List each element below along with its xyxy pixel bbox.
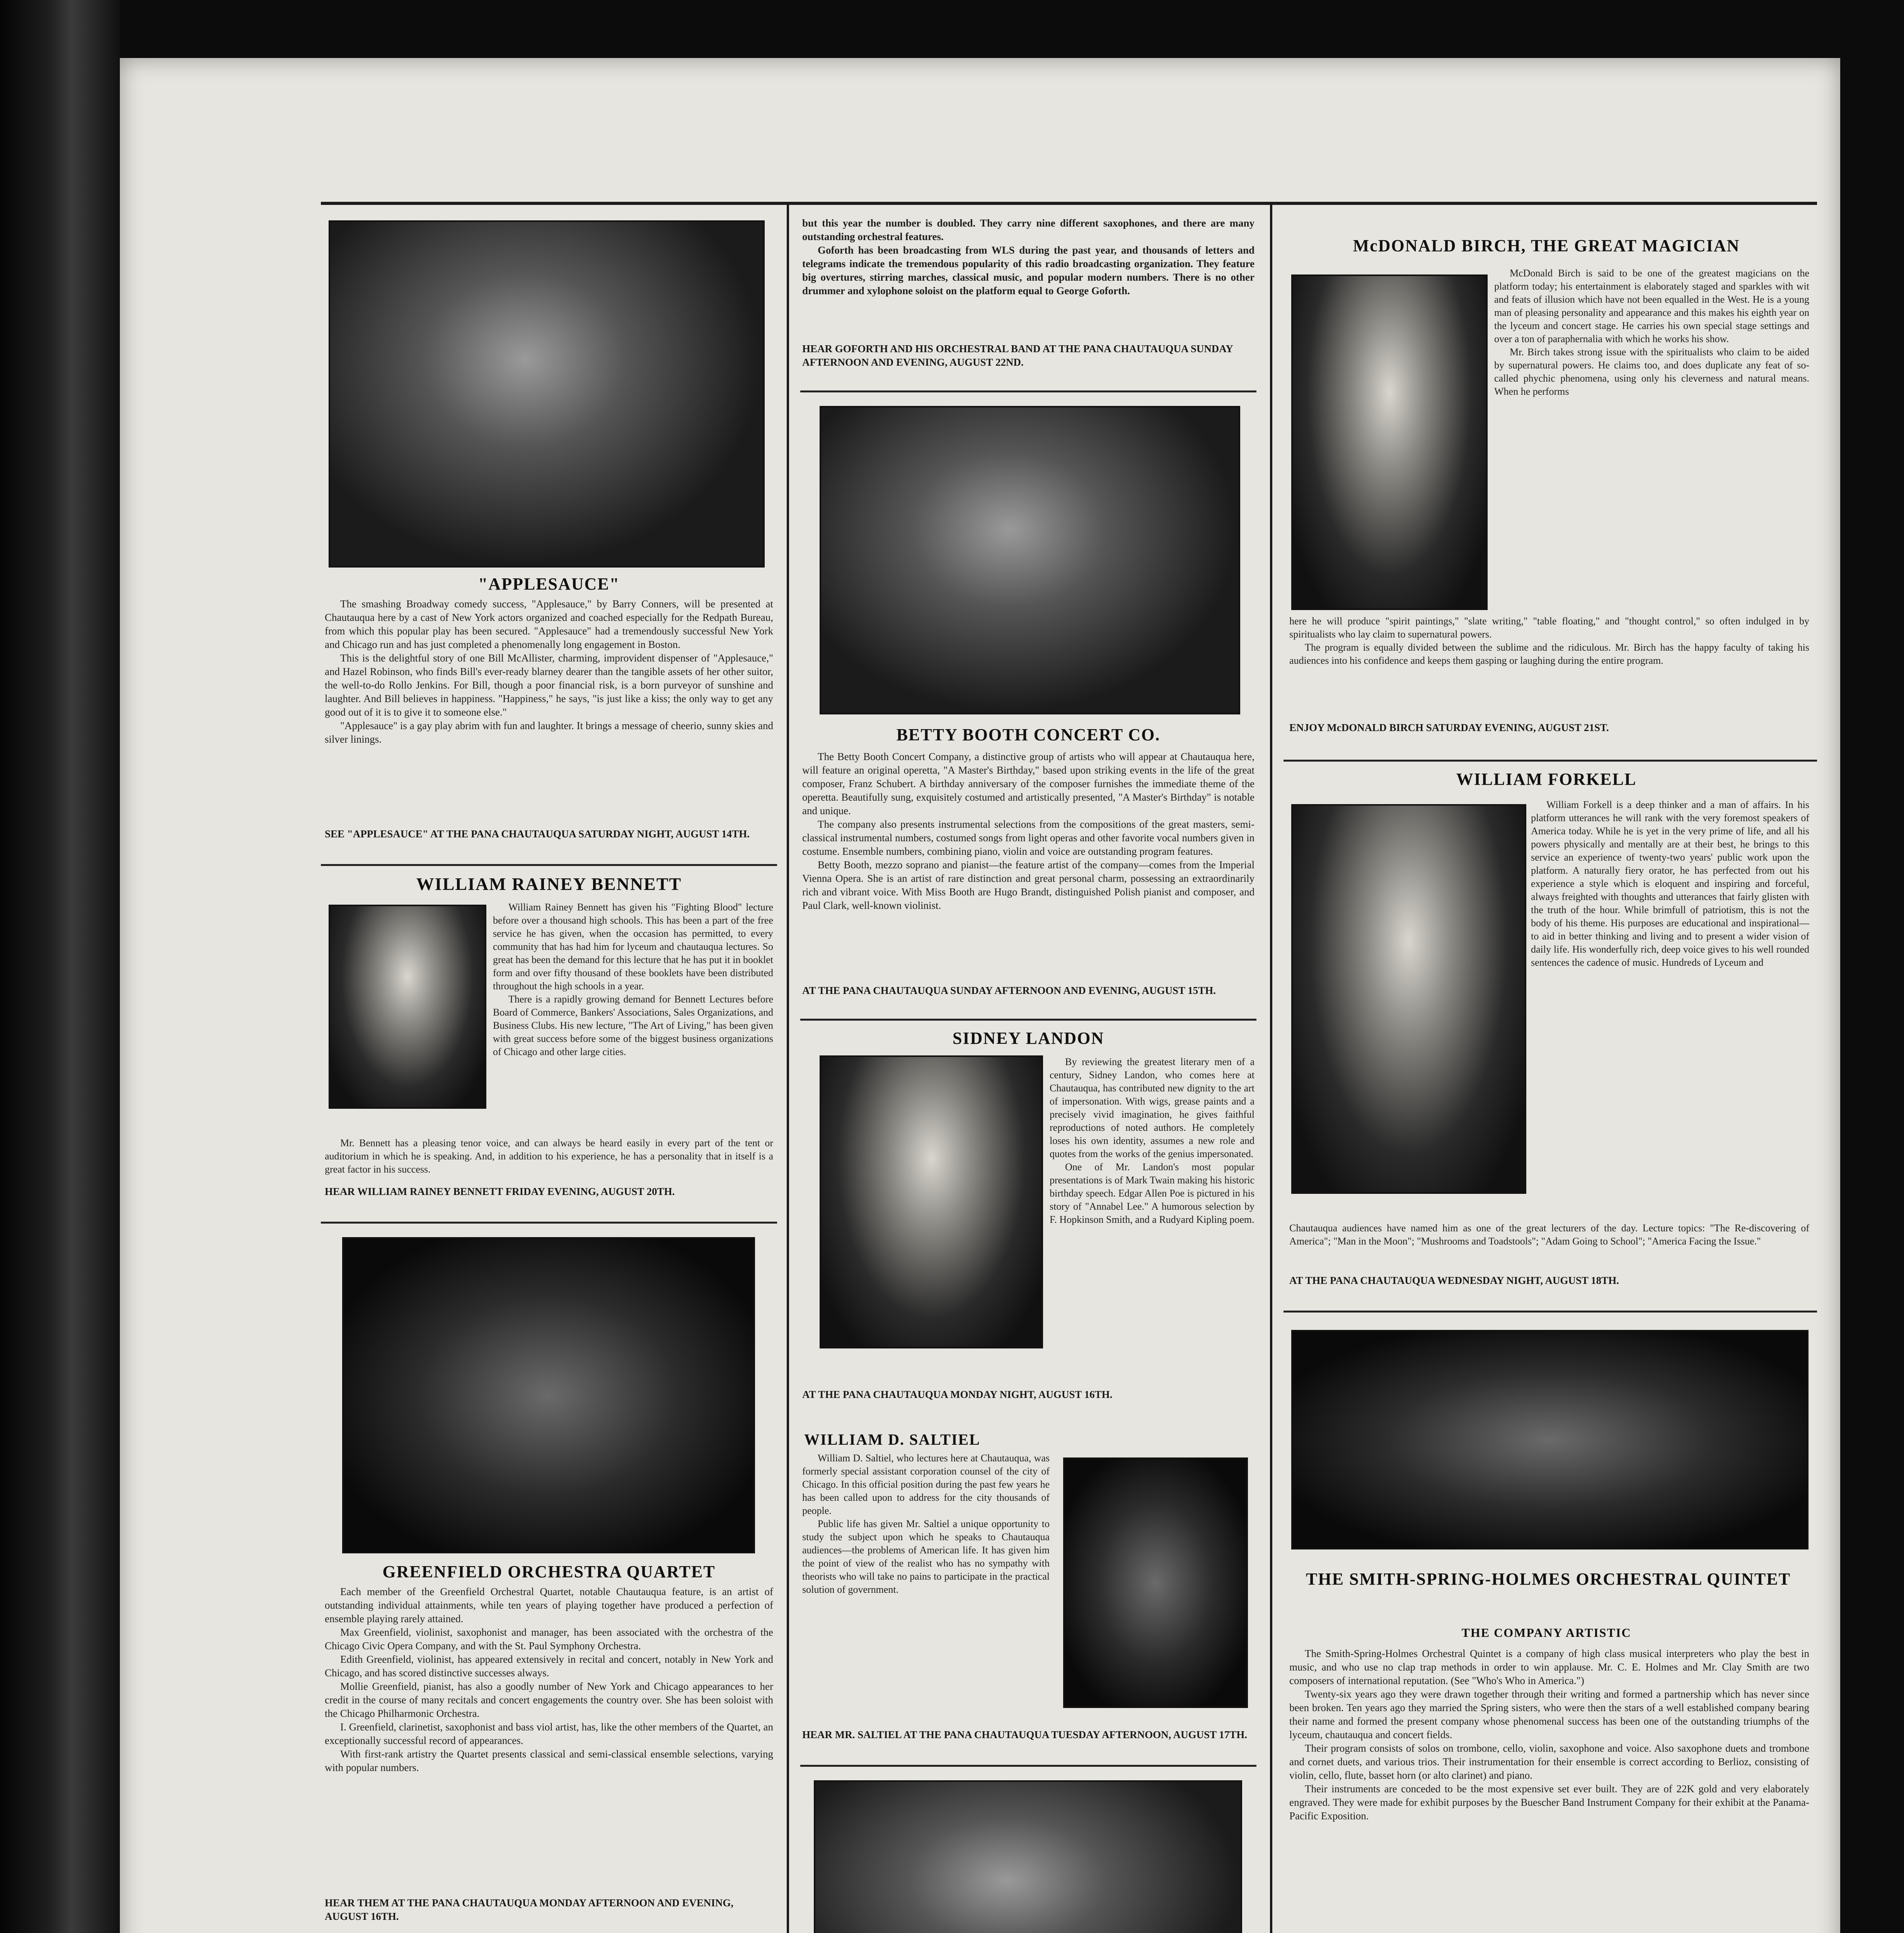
column-rule-2 — [1270, 205, 1272, 1933]
goforth-cont-callout: HEAR GOFORTH AND HIS ORCHESTRAL BAND AT THE PANA CHAUTAUQUA SUNDAY AFTERNOON AND EVENING, AUGUST 22ND. — [802, 343, 1233, 368]
betty-booth-para-2: The company also presents instrumental selections from the compositions of the great masters, semi-classical instrumental numbers, costumed songs from light operas and other favorite vocal numbers given in costume. Ensemble numbers, combining piano, violin and voice are outstanding program features. — [802, 818, 1255, 857]
smith-spring-holmes-body — [1289, 1647, 1809, 1823]
applesauce-para-2: This is the delightful story of one Bill McAllister, charming, improvident dispenser of "Applesauce," and Hazel Robinson, who finds Bill's ever-ready blarney dearer than the tangible assets of her other suitor, the well-to-do Rollo Jenkins. For Bill, though a poor financial risk, is a born purveyor of sunshine and laughter. And Bill believes in happiness. "Happiness," he says, "is just like a kiss; the only way to get any good out of it is to give it to someone else." — [325, 652, 773, 718]
betty-booth-para-3: Betty Booth, mezzo soprano and pianist—the feature artist of the company—comes from the Imperial Vienna Opera. She is an artist of rare distinction and great personal charm, possessing an extraordinarily rich and vibrant voice. With Miss Booth are Hugo Brandt, distinguished Polish pianist and composer, and Paul Clark, well-known violinist. — [802, 859, 1255, 911]
smith-spring-holmes-photo — [1291, 1330, 1809, 1549]
top-rule — [321, 202, 1817, 205]
saltiel-para-2: Public life has given Mr. Saltiel a unique opportunity to study the subject upon which he speaks to Chautauqua audiences—the problems of American life. It has given him the point of view of the realist who has no sympathy with theorists who will take no pains to participate in the practical solution of government. — [802, 1518, 1050, 1595]
bennett-para-1: William Rainey Bennett has given his "Fighting Blood" lecture before over a thousand high schools. This has been a part of the free service he has given, when the occasion has permitted, to every community that has had him for lyceum and chautauqua lectures. So great has been the demand for this lecture that he has put it in booklet form and over fifty thousand of these booklets have been distributed throughout the high schools in a year. — [493, 902, 773, 992]
greenfield-para-3: Edith Greenfield, violinist, has appeared extensively in recital and concert, notably in New York and Chicago, and has scored distinctive successes always. — [325, 1653, 773, 1679]
greenfield-photo — [342, 1237, 755, 1553]
column-rule-1 — [787, 205, 789, 1933]
birch-body-full — [1289, 615, 1809, 667]
bennett-para-3: Mr. Bennett has a pleasing tenor voice, and can always be heard easily in every part of the tent or auditorium in which he is speaking. And, in addition to his experience, he has a personality that in itself is a great factor in his success. — [325, 1137, 773, 1175]
smith-para-3: Their program consists of solos on trombone, cello, violin, saxophone and voice. Also saxophone duets and trombone and cornet duets, and various trios. Their instrumentation for their ensemble is correct according to Berlioz, consisting of violin, cello, flute, basset horn (or alto clarinet) and piano. — [1289, 1742, 1809, 1781]
divider — [321, 864, 777, 866]
forkell-title: WILLIAM FORKELL — [1456, 770, 1637, 789]
divider — [800, 1019, 1256, 1021]
divider — [321, 1222, 777, 1224]
landon-title: SIDNEY LANDON — [952, 1029, 1105, 1048]
birch-para-3: here he will produce "spirit paintings," "slate writing," "table floating," and "thought control," so often indulged in by spiritualists who lay claim to supernatural powers. — [1289, 615, 1809, 640]
smith-spring-holmes-subtitle: THE COMPANY ARTISTIC — [1461, 1626, 1631, 1640]
applesauce-callout: SEE "APPLESAUCE" AT THE PANA CHAUTAUQUA SATURDAY NIGHT, AUGUST 14TH. — [325, 828, 750, 840]
greenfield-para-4: Mollie Greenfield, pianist, has also a goodly number of New York and Chicago appearances to her credit in the course of many recitals and concert engagements the country over. She has been soloist with the Chicago Philharmonic Orchestra. — [325, 1681, 773, 1719]
landon-para-2: One of Mr. Landon's most popular presentations is of Mark Twain making his historic birthday speech. Edgar Allen Poe is pictured in his story of "Annabel Lee." A humorous selection by F. Hopkinson Smith, and a Rudyard Kipling poem. — [1050, 1161, 1255, 1225]
saltiel-body — [802, 1452, 1050, 1596]
bennett-portrait — [329, 905, 486, 1109]
forkell-para-2: Chautauqua audiences have named him as one of the great lecturers of the day. Lecture topics: "The Re-discovering of America"; "Man in the Moon"; "Mushrooms and Toadstools"; "Adam Going to School"; "America Facing the Issue." — [1289, 1222, 1809, 1247]
betty-booth-callout: AT THE PANA CHAUTAUQUA SUNDAY AFTERNOON AND EVENING, AUGUST 15TH. — [802, 985, 1216, 996]
applesauce-para-3: "Applesauce" is a gay play abrim with fun and laughter. It brings a message of cheerio, sunny skies and silver linings. — [325, 720, 773, 745]
betty-booth-title: BETTY BOOTH CONCERT CO. — [896, 725, 1161, 744]
greenfield-callout: HEAR THEM AT THE PANA CHAUTAUQUA MONDAY AFTERNOON AND EVENING, AUGUST 16TH. — [325, 1897, 734, 1922]
betty-booth-para-1: The Betty Booth Concert Company, a distinctive group of artists who will appear at Chautauqua here, will feature an original operetta, "A Master's Birthday," based upon striking events in the life of the great composer, Franz Schubert. A birthday anniversary of the composer furnishes the immediate theme of the operetta. Beautifully sung, exquisitely costumed and artistically presented, "A Master's Birthday" is notable and unique. — [802, 751, 1255, 816]
smith-para-4: Their instruments are conceded to be the most expensive set ever built. They are of 22K gold and very elaborately engraved. They were made for exhibit purposes by the Buescher Band Instrument Company for their exhibit at the Panama-Pacific Exposition. — [1289, 1783, 1809, 1822]
saltiel-para-1: William D. Saltiel, who lectures here at Chautauqua, was formerly special assistant corporation counsel of the city of Chicago. In this official position during the past few years he has been called upon to address for the city thousands of people. — [802, 1452, 1050, 1516]
greenfield-para-1: Each member of the Greenfield Orchestral Quartet, notable Chautauqua feature, is an artist of outstanding individual attainments, while ten years of playing together have produced a perfection of ensemble playing rarely attained. — [325, 1586, 773, 1624]
landon-body — [1050, 1055, 1255, 1226]
forkell-callout: AT THE PANA CHAUTAUQUA WEDNESDAY NIGHT, AUGUST 18TH. — [1289, 1275, 1619, 1286]
goforth-cont-para-2: Goforth has been broadcasting from WLS during the past year, and thousands of letters and telegrams indicate the tremendous popularity of this radio broadcasting organization. They feature big overtures, stirring marches, classical music, and popular modern numbers. There is no other drummer and xylophone soloist on the platform equal to George Goforth. — [802, 244, 1255, 297]
birch-para-4: The program is equally divided between the sublime and the ridiculous. Mr. Birch has the happy faculty of taking his audiences into his confidence and keeps them gasping or laughing during the entire program. — [1289, 642, 1809, 666]
saltiel-title: WILLIAM D. SALTIEL — [804, 1431, 980, 1448]
divider — [800, 1765, 1256, 1767]
greenfield-body — [325, 1585, 773, 1774]
divider — [1284, 760, 1817, 762]
divider — [800, 390, 1256, 392]
applesauce-title: "APPLESAUCE" — [478, 574, 620, 593]
landon-portrait — [820, 1055, 1043, 1348]
greenfield-title: GREENFIELD ORCHESTRA QUARTET — [382, 1562, 716, 1581]
smith-para-2: Twenty-six years ago they were drawn together through their writing and formed a partnership which has never since been broken. Ten years ago they married the Spring sisters, who were then the stars of a well established company bearing their name and formed the present company whose phenomenal success has been one of the outstanding triumphs of the lyceum, chautauqua and concert fields. — [1289, 1688, 1809, 1740]
bennett-body-full — [325, 1137, 773, 1176]
scan-edge — [0, 0, 120, 1933]
applesauce-body — [325, 597, 773, 746]
landon-para-1: By reviewing the greatest literary men of a century, Sidney Landon, who comes here at Chautauqua, has contributed new dignity to the art of impersonation. With wigs, grease paints and a precisely vivid imagination, he gives faithful reproductions of noted authors. He completely loses his own identity, assumes a new role and quotes from the works of the genius impersonated. — [1050, 1056, 1255, 1159]
landon-callout: AT THE PANA CHAUTAUQUA MONDAY NIGHT, AUGUST 16TH. — [802, 1389, 1113, 1400]
betty-booth-photo — [820, 406, 1240, 714]
birch-para-2: Mr. Birch takes strong issue with the spiritualists who claim to be aided by supernatural powers. He claims too, and does duplicate any feat of so-called phychic phenomena, using only his cleverness and natural means. When he performs — [1494, 346, 1809, 397]
forkell-body-side — [1531, 798, 1809, 969]
applesauce-para-1: The smashing Broadway comedy success, "Applesauce," by Barry Conners, will be presented at Chautauqua here by a cast of New York actors organized and coached especially for the Redpath Bureau, from which this popular play has been secured. "Applesauce" had a tremendously successful New York and Chicago run and has just completed a phenomenally long engagement in Boston. — [325, 598, 773, 650]
birch-para-1: McDonald Birch is said to be one of the greatest magicians on the platform today; his entertainment is elaborately staged and sparkles with wit and feats of illusion which have not been equalled in the West. He is a young man of pleasing personality and appearance and this makes his eighth year on the lyceum and concert stage. He carries his own special stage settings and over a ton of paraphernalia with which he works his show. — [1494, 268, 1809, 344]
divider — [1284, 1311, 1817, 1313]
newspaper-page — [120, 58, 1840, 1933]
smith-spring-holmes-title: THE SMITH-SPRING-HOLMES ORCHESTRAL QUINTET — [1306, 1570, 1791, 1589]
saltiel-callout: HEAR MR. SALTIEL AT THE PANA CHAUTAUQUA TUESDAY AFTERNOON, AUGUST 17TH. — [802, 1729, 1248, 1740]
betty-booth-body — [802, 750, 1255, 912]
goforth-cont-body — [802, 216, 1255, 298]
forkell-para-1: William Forkell is a deep thinker and a man of affairs. In his platform utterances he will rank with the very foremost speakers of America today. While he is yet in the very prime of life, and all his powers physically and mentally are at their best, he brings to this service an experience of twenty-two years' public work upon the platform. A naturally fiery orator, he has perfected from out his experience a style which is eloquent and inspiring and forceful, always freighted with thoughts and utterances that fairly glisten with the truth of the hour. While brimfull of patriotism, this is not the body of his theme. His purposes are educational and inspirational—to aid in better thinking and living and to present a wider vision of daily life. His wonderfully rich, deep voice gives to his well rounded sentences the cadence of music. Hundreds of Lyceum and — [1531, 799, 1809, 968]
bennett-callout: HEAR WILLIAM RAINEY BENNETT FRIDAY EVENING, AUGUST 20TH. — [325, 1186, 675, 1197]
smith-para-1: The Smith-Spring-Holmes Orchestral Quintet is a company of high class musical interpreters who play the best in music, and who use no clap trap methods in order to win applause. Mr. C. E. Holmes and Mr. Clay Smith are two composers of international reputation. (See "Who's Who in America.") — [1289, 1648, 1809, 1686]
forkell-body-full — [1289, 1222, 1809, 1248]
goforth-cont-para-1: but this year the number is doubled. They carry nine different saxophones, and there are many outstanding orchestral features. — [802, 217, 1255, 242]
bennett-body — [493, 901, 773, 1059]
saltiel-portrait — [1063, 1457, 1248, 1708]
birch-callout: ENJOY McDONALD BIRCH SATURDAY EVENING, AUGUST 21ST. — [1289, 722, 1609, 733]
greenfield-para-5: I. Greenfield, clarinetist, saxophonist and bass viol artist, has, like the other members of the Quartet, an exceptionally successful record of appearances. — [325, 1721, 773, 1746]
applesauce-photo — [329, 220, 765, 568]
greenfield-para-2: Max Greenfield, violinist, saxophonist and manager, has been associated with the orchestra of the Chicago Civic Opera Company, and with the St. Paul Symphony Orchestra. — [325, 1626, 773, 1652]
birch-portrait — [1291, 274, 1488, 610]
birch-body-side — [1494, 267, 1809, 398]
greenfield-para-6: With first-rank artistry the Quartet presents classical and semi-classical ensemble selections, varying with popular numbers. — [325, 1748, 773, 1773]
birch-title: McDONALD BIRCH, THE GREAT MAGICIAN — [1353, 236, 1740, 255]
vierra-photo — [814, 1780, 1242, 1933]
bennett-para-2: There is a rapidly growing demand for Bennett Lectures before Board of Commerce, Bankers' Associations, Sales Organizations, and Business Clubs. His new lecture, "The Art of Living," has been given with great success before some of the biggest business organizations of Chicago and other large cities. — [493, 994, 773, 1057]
forkell-portrait — [1291, 804, 1526, 1194]
bennett-title: WILLIAM RAINEY BENNETT — [416, 874, 682, 894]
